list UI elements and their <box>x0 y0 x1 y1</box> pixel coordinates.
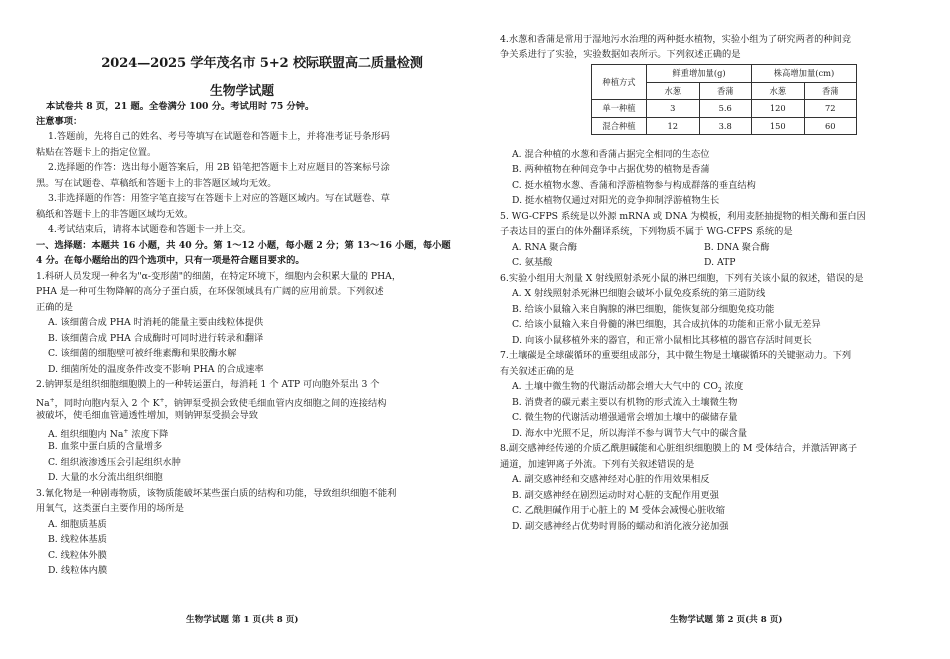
page-title: 2024—2025 学年茂名市 5+2 校际联盟高二质量检测 <box>101 56 423 71</box>
notice-1-line-1: 1.答题前，先将自己的姓名、考号等填写在试题卷和答题卡上，并将准考证号条形码 <box>48 131 390 142</box>
q2-na-charge: + <box>49 397 55 404</box>
table-row-label: 混合种植 <box>592 117 647 135</box>
q2-stem-line-1: 2.钠钾泵是组织细胞细胞膜上的一种转运蛋白，每消耗 1 个 ATP 可向胞外泵出 3 个 <box>36 379 380 390</box>
notice-2-line-1: 2.选择题的作答：选出每小题答案后，用 2B 铅笔把答题卡上对应题目的答案标号涂 <box>48 162 390 173</box>
q2-option-a-tail: 浓度下降 <box>128 429 169 441</box>
q3-stem-line-1: 3.氰化物是一种剧毒物质，该物质能破坏某些蛋白质的结构和功能，导致组织细胞不能利 <box>36 488 397 499</box>
q4-stem-line-2: 争关系进行了实验，实验数据如表所示。下列叙述正确的是 <box>500 49 741 60</box>
q5-option-d: D. ATP <box>704 257 736 268</box>
page-footer-right: 生物学试题 第 2 页(共 8 页) <box>670 615 783 625</box>
q3-option-c: C. 线粒体外膜 <box>48 550 107 561</box>
notice-heading: 注意事项： <box>36 116 83 127</box>
notice-2-line-2: 黑。写在试题卷、草稿纸和答题卡上的非答题区域均无效。 <box>36 178 277 189</box>
notice-4: 4.考试结束后，请将本试题卷和答题卡一并上交。 <box>48 224 252 235</box>
q2-option-a-charge: + <box>123 428 129 435</box>
q2-option-c: C. 组织液渗透压会引起组织水肿 <box>48 457 181 468</box>
table-subheader-cell: 水葱 <box>752 82 805 100</box>
q1-stem-line-2: PHA 是一种可生物降解的高分子蛋白质，在环保领域具有广阔的应用前景。下列叙述 <box>36 286 384 297</box>
q2-stem-tail: ，钠钾泵受损会致使毛细血管内皮细胞之间的连接结构 <box>164 398 387 410</box>
table-cell: 3 <box>647 100 700 118</box>
q6-option-a: A. X 射线照射杀死淋巴细胞会破坏小鼠免疫系统的第三道防线 <box>512 288 766 299</box>
table-cell: 150 <box>752 117 805 135</box>
q1-option-d: D. 细菌所处的温度条件改变不影响 PHA 的合成速率 <box>48 364 264 375</box>
table-group-header: 株高增加量(cm) <box>752 65 857 83</box>
q1-option-a: A. 该细菌合成 PHA 时消耗的能量主要由线粒体提供 <box>48 317 264 328</box>
q5-stem-line-1: 5. WG-CFPS 系统是以外源 mRNA 或 DNA 为模板，利用麦胚抽提物的相关酶和蛋白因 <box>500 211 866 222</box>
q7-option-a <box>512 381 743 397</box>
q6-option-c: C. 给该小鼠输入来自骨髓的淋巴细胞，其合成抗体的功能和正常小鼠无差异 <box>512 319 821 330</box>
table-subheader-cell: 水葱 <box>647 82 700 100</box>
q6-option-d: D. 向该小鼠移植外来的器官，和正常小鼠相比其移植的器官存活时间更长 <box>512 335 812 346</box>
q6-option-b: B. 给该小鼠输入来自胸腺的淋巴细胞，能恢复部分细胞免疫功能 <box>512 304 775 315</box>
q4-option-b: B. 两种植物在种间竞争中占据优势的植物是香蒲 <box>512 164 710 175</box>
q5-option-a: A. RNA 聚合酶 <box>512 242 577 253</box>
table-cell: 3.8 <box>699 117 752 135</box>
q1-stem-line-1: 1.科研人员发现一种名为"α-变形菌"的细菌，在特定环境下，细胞内会积累大量的 PHA， <box>36 271 402 282</box>
q2-option-a <box>48 426 168 441</box>
table-cell: 12 <box>647 117 700 135</box>
section-heading-line-1: 一、选择题：本题共 16 小题，共 40 分。第 1～12 小题，每小题 2 分；第 13～16 小题，每小题 <box>36 240 451 251</box>
q2-option-d: D. 大量的水分流出组织细胞 <box>48 472 163 483</box>
notice-3-line-2: 稿纸和答题卡上的非答题区域均无效。 <box>36 209 194 220</box>
q7-option-a-subscript: 2 <box>717 386 722 394</box>
data-table <box>591 64 857 135</box>
table-cell: 120 <box>752 100 805 118</box>
q1-option-b: B. 该细菌合成 PHA 合成酶时可同时进行转录和翻译 <box>48 333 264 344</box>
q8-option-a: A. 副交感神经和交感神经对心脏的作用效果相反 <box>512 474 710 485</box>
q7-option-b: B. 消费者的碳元素主要以有机物的形式流入土壤微生物 <box>512 397 738 408</box>
q8-option-c: C. 乙酰胆碱作用于心脏上的 M 受体会减慢心脏收缩 <box>512 505 725 516</box>
q8-stem-line-1: 8.副交感神经传递的介质乙酰胆碱能和心脏组织细胞膜上的 M 受体结合，并激活钾离子 <box>500 443 858 454</box>
right-page <box>500 0 914 659</box>
table-header-row <box>592 65 857 83</box>
table-row-label: 单一种植 <box>592 100 647 118</box>
q3-option-a: A. 细胞质基质 <box>48 519 107 530</box>
q7-stem-line-1: 7.土壤碳是全球碳循环的重要组成部分，其中微生物是土壤碳循环的关键驱动力。下列 <box>500 350 852 361</box>
left-page <box>36 0 451 659</box>
q3-option-d: D. 线粒体内膜 <box>48 565 108 576</box>
q7-option-d: D. 海水中光照不足，所以海洋不参与调节大气中的碳含量 <box>512 428 747 439</box>
section-heading-line-2: 4 分。在每小题给出的四个选项中，只有一项是符合题目要求的。 <box>36 255 305 266</box>
q3-option-b: B. 线粒体基质 <box>48 534 107 545</box>
q7-option-a-tail: 浓度 <box>721 381 744 392</box>
table-corner-cell: 种植方式 <box>592 65 647 100</box>
q4-option-d: D. 挺水植物仅通过对阳光的竞争抑制浮游植物生长 <box>512 195 720 206</box>
q7-option-a-text: A. 土壤中微生物的代谢活动都会增大大气中的 CO <box>512 381 718 392</box>
table-subheader-cell: 香蒲 <box>804 82 857 100</box>
table-row <box>592 117 857 135</box>
q2-stem-line-2 <box>36 395 387 410</box>
q2-na-text: Na <box>36 398 50 410</box>
q2-stem-line-3: 被破坏，使毛细血管通透性增加，则钠钾泵受损会导致 <box>36 410 258 421</box>
table-row <box>592 100 857 118</box>
q4-stem-line-1: 4.水葱和香蒲是常用于湿地污水治理的两种挺水植物，实验小组为了研究两者的种间竞 <box>500 34 852 45</box>
q8-option-b: B. 副交感神经在剧烈运动时对心脏的支配作用更强 <box>512 490 719 501</box>
notice-1-line-2: 粘贴在答题卡上的指定位置。 <box>36 147 157 158</box>
table-subheader-cell: 香蒲 <box>699 82 752 100</box>
table-cell: 72 <box>804 100 857 118</box>
q7-stem-line-2: 有关叙述正确的是 <box>500 366 574 377</box>
q8-option-d: D. 副交感神经占优势时胃肠的蠕动和消化液分泌加强 <box>512 521 729 532</box>
q1-stem-line-3: 正确的是 <box>36 302 73 313</box>
q7-option-c: C. 微生物的代谢活动增强通常会增加土壤中的碳储存量 <box>512 412 738 423</box>
subject-title: 生物学试题 <box>210 84 274 99</box>
q5-option-b: B. DNA 聚合酶 <box>704 242 770 253</box>
page-footer-left: 生物学试题 第 1 页(共 8 页) <box>186 615 299 625</box>
exam-info: 本试卷共 8 页，21 题。全卷满分 100 分。考试用时 75 分钟。 <box>46 101 315 112</box>
q5-stem-line-2: 子表达目的蛋白的体外翻译系统，下列物质不属于 WG-CFPS 系统的是 <box>500 226 793 237</box>
q2-k-text: ，同时向胞内泵入 2 个 K <box>54 398 160 410</box>
table-cell: 5.6 <box>699 100 752 118</box>
q8-stem-line-2: 通道，加速钾离子外流。下列有关叙述错误的是 <box>500 459 695 470</box>
q6-stem-line-1: 6.实验小组用大剂量 X 射线照射杀死小鼠的淋巴细胞，下列有关该小鼠的叙述，错误的是 <box>500 273 864 284</box>
q5-option-c: C. 氨基酸 <box>512 257 553 268</box>
notice-3-line-1: 3.非选择题的作答：用签字笔直接写在答题卡上对应的答题区域内。写在试题卷、草 <box>48 193 390 204</box>
table-cell: 60 <box>804 117 857 135</box>
q3-stem-line-2: 用氧气，这类蛋白主要作用的场所是 <box>36 503 184 514</box>
q1-option-c: C. 该细菌的细胞壁可被纤维素酶和果胶酶水解 <box>48 348 237 359</box>
q4-option-a: A. 混合种植的水葱和香蒲占据完全相同的生态位 <box>512 149 710 160</box>
q2-option-b: B. 血浆中蛋白质的含量增多 <box>48 441 163 452</box>
q2-k-charge: + <box>159 397 165 404</box>
q2-option-a-text: A. 组织细胞内 Na <box>48 429 124 441</box>
table-group-header: 鲜重增加量(g) <box>647 65 752 83</box>
q4-option-c: C. 挺水植物水葱、香蒲和浮游植物参与构成群落的垂直结构 <box>512 180 756 191</box>
